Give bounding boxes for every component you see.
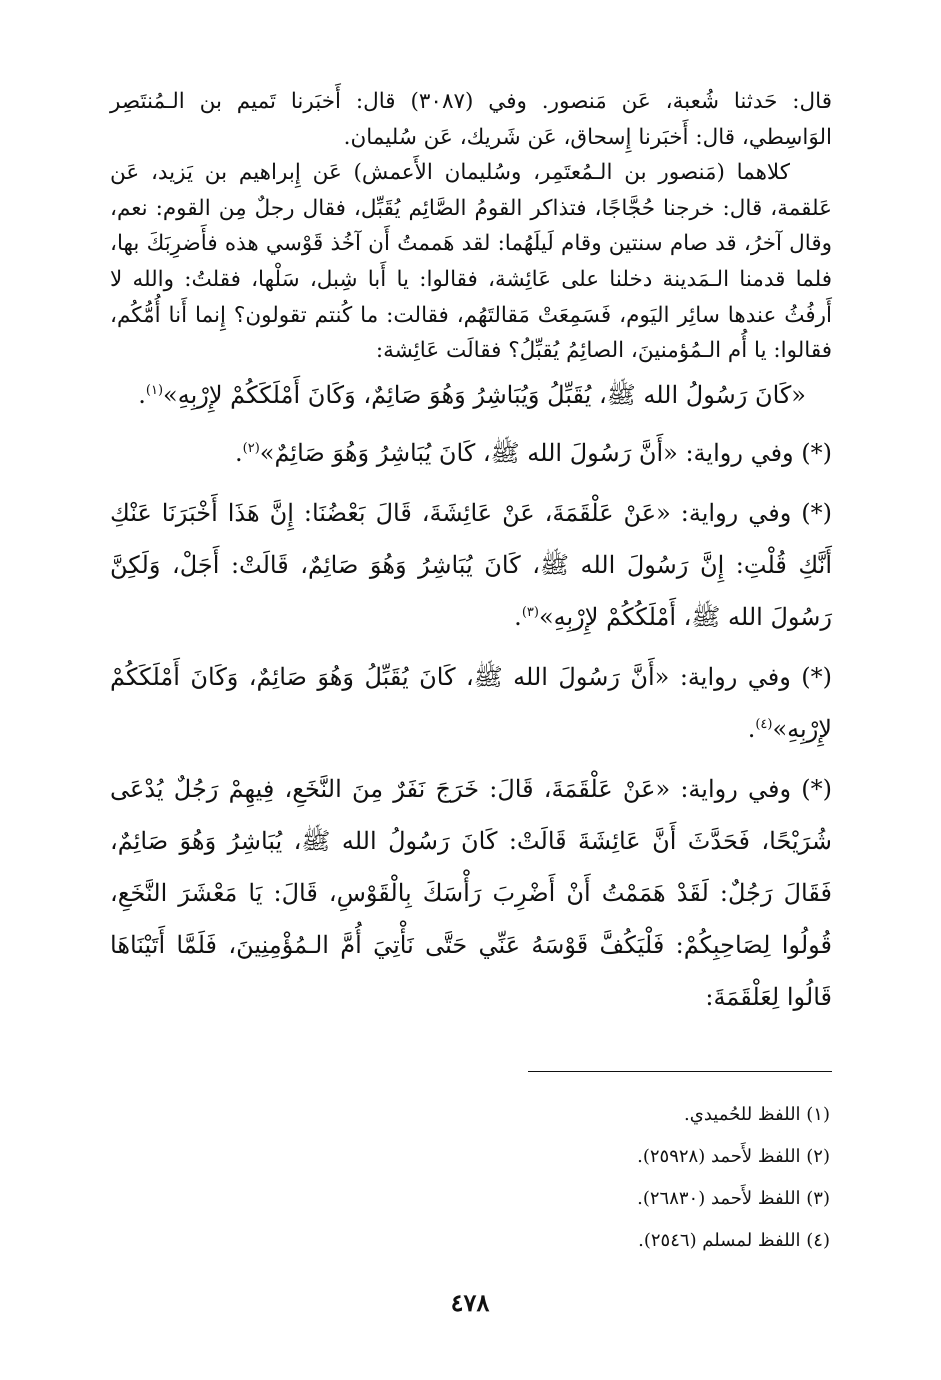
hadith-text-body: «كَانَ رَسُولُ الله ﷺ، يُقَبِّلُ وَيُبَاشِرُ وَهُوَ صَائِمٌ، وَكَانَ أَمْلَكَكُمْ لإِرْبِهِ» bbox=[163, 380, 806, 409]
footnote-2: (٢) اللفظ لأَحمد (٢٥٩٢٨). bbox=[637, 1146, 830, 1167]
hadith-text: «كَانَ رَسُولُ الله ﷺ، يُقَبِّلُ وَيُبَاشِرُ وَهُوَ صَائِمٌ، وَكَانَ أَمْلَكَكُمْ لإِرْبِهِ»$^{(١)}$. bbox=[138, 380, 806, 409]
riwaya-paragraph-2: (*) وفي رواية: «عَنْ عَلْقَمَةَ، عَنْ عَائِشَةَ، قَالَ بَعْضُنَا: إِنَّ هَذَا أَخْبَرَنَا عَنْكِ أَنَّكِ قُلْتِ: إِنَّ رَسُولَ الله ﷺ، كَانَ يُبَاشِرُ وَهُوَ صَائِمٌ، قَالَتْ: أَجَلْ، وَلَكِنَّ رَسُولَ الله ﷺ، أَمْلَكُكُمْ لإِرْبِهِ»$^{(٣)}$. bbox=[110, 498, 832, 631]
riwaya-paragraph-4: (*) وفي رواية: «عَنْ عَلْقَمَةَ، قَالَ: خَرَجَ نَفَرٌ مِنَ النَّخَعِ، فِيهِمْ رَجُلٌ يُدْعَى شُرَيْحًا، فَحَدَّثَ أَنَّ عَائِشَةَ قَالَتْ: كَانَ رَسُولُ الله ﷺ، يُبَاشِرُ وَهُوَ صَائِمٌ، فَقَالَ رَجُلٌ: لَقَدْ هَمَمْتُ أَنْ أَضْرِبَ رَأْسَكَ بِالْقَوْسِ، قَالَ: يَا مَعْشَرَ النَّخَعِ، قُولُوا لِصَاحِبِكُمْ: فَلْيَكُفَّ قَوْسَهُ عَنِّي حَتَّى نَأْتِيَ أُمَّ الـمُؤْمِنِينَ، فَلَمَّا أَتَيْنَاهَا قَالُوا لِعَلْقَمَةَ: bbox=[110, 774, 832, 1011]
main-text bbox=[110, 84, 832, 1023]
narration-paragraph: كلاهما (مَنصور بن الـمُعتَمِر، وسُليمان الأَعمش) عَن إِبراهيم بن يَزيد، عَن عَلقمة، قال: خرجنا حُجَّاجًا، فتذاكر القومُ الصَّائِم يُقَبِّل، فقال رجلٌ مِن القوم: نعم، وقال آخرُ، قد صام سنتين وقام لَيلَهُما: لقد هَممتُ أَن آخُذ قَوْسي هذه فأَضرِبَكَ بها، فلما قدمنا الـمَدينة دخلنا على عَائِشة، فقالوا: يا أَبا شِبل، سَلْها، فقلتُ: والله لا أَرفُثُ عندها سائِر اليَوم، فَسَمِعَتْ مَقالتَهُم، فقالت: ما كُنتم تقولون؟ إِنما أَنا أُمُّكُم، فقالوا: يا أُم الـمُؤمنينَ، الصائِمُ يُقبِّلُ؟ فقالَت عَائِشة: bbox=[110, 160, 832, 364]
footnote-ref-3: (٣) bbox=[521, 604, 539, 620]
footnote-3: (٣) اللفظ لأَحمد (٢٦٨٣٠). bbox=[637, 1188, 830, 1209]
riwaya-paragraph-1: (*) وفي رواية: «أَنَّ رَسُولَ الله ﷺ، كَانَ يُبَاشِرُ وَهُوَ صَائِمٌ»$^{(٢)}$. bbox=[234, 438, 832, 467]
footnotes bbox=[330, 1094, 830, 1262]
isnad-paragraph: قال: حَدثنا شُعبة، عَن مَنصور. وفي (٣٠٨٧) قال: أَخبَرنا تَميم بن الـمُنتَصِر الوَاسِطي، قال: أَخبَرنا إِسحاق، عَن شَريك، عَن سُليمان. bbox=[110, 89, 832, 150]
footnote-1: (١) اللفظ للحُميدي. bbox=[684, 1104, 830, 1125]
footnote-4: (٤) اللفظ لمسلم (٢٥٤٦). bbox=[638, 1230, 830, 1251]
footnote-ref-2: (٢) bbox=[242, 440, 260, 456]
riwaya-text-2: (*) وفي رواية: «عَنْ عَلْقَمَةَ، عَنْ عَائِشَةَ، قَالَ بَعْضُنَا: إِنَّ هَذَا أَخْبَرَنَا عَنْكِ أَنَّكِ قُلْتِ: إِنَّ رَسُولَ الله ﷺ، كَانَ يُبَاشِرُ وَهُوَ صَائِمٌ، قَالَتْ: أَجَلْ، وَلَكِنَّ رَسُولَ الله ﷺ، أَمْلَكُكُمْ لإِرْبِهِ» bbox=[110, 498, 832, 631]
footnote-divider bbox=[528, 1071, 832, 1072]
riwaya-text-3: (*) وفي رواية: «أَنَّ رَسُولَ الله ﷺ، كَانَ يُقَبِّلُ وَهُوَ صَائِمٌ، وَكَانَ أَمْلَكَكُمْ لإِرْبِهِ» bbox=[110, 662, 832, 743]
page-number: ٤٧٨ bbox=[450, 1288, 490, 1317]
footnote-ref-4: (٤) bbox=[755, 716, 773, 732]
footnote-ref-1: (١) bbox=[145, 382, 164, 398]
riwaya-text-1: (*) وفي رواية: «أَنَّ رَسُولَ الله ﷺ، كَانَ يُبَاشِرُ وَهُوَ صَائِمٌ» bbox=[259, 438, 832, 467]
riwaya-paragraph-3: (*) وفي رواية: «أَنَّ رَسُولَ الله ﷺ، كَانَ يُقَبِّلُ وَهُوَ صَائِمٌ، وَكَانَ أَمْلَكَكُمْ لإِرْبِهِ»$^{(٤)}$. bbox=[110, 662, 832, 743]
